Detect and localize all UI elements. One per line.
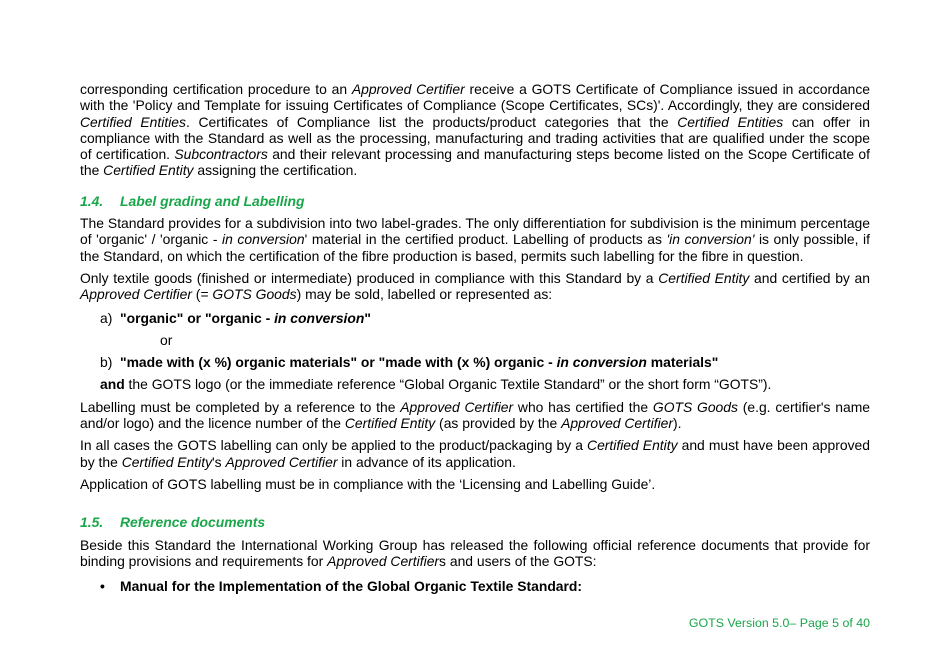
labelling-guide-paragraph — [80, 476, 870, 492]
text-run: Certified Entity — [587, 437, 678, 454]
text-run: Only textile goods (finished or intermediate) produced in compliance with this Standard by a — [80, 269, 659, 286]
text-run: materials" — [646, 354, 719, 371]
text-run: (e.g. certifier's name and/or logo) and the licence number of the — [80, 398, 870, 432]
text-run: in conversion — [274, 309, 365, 326]
text-run: Certified Entity — [658, 269, 750, 286]
text-run: Certified Entities — [80, 113, 186, 130]
text-run: " — [364, 309, 371, 326]
text-run: Application of GOTS labelling must be in compliance with the ‘Licensing and Labelling Guide’. — [80, 475, 656, 492]
text-run: 's — [212, 453, 226, 470]
label-option-b-text — [120, 354, 718, 370]
intro-paragraph — [80, 81, 870, 179]
label-option-b — [80, 354, 870, 370]
text-run: Approved Certifier — [351, 81, 465, 97]
text-run: is only possible, if the Standard, on which the certification of the fibre production is based, permits such labelling for the fibre in question. — [80, 231, 870, 264]
text-run: The Standard provides for a subdivision into two label-grades. The only differentiation for subdivision is the minimum percentage of 'organic' / 'organic - — [80, 215, 870, 248]
reference-document-item — [80, 578, 870, 594]
text-run: In all cases the GOTS labelling can only be applied to the product/packaging by a — [80, 437, 588, 454]
section-number: 1.4. — [80, 192, 104, 209]
text-run: . Certificates of Compliance list the products/product categories that the — [185, 113, 678, 130]
text-run: the GOTS logo (or the immediate reference “Global Organic Textile Standard” or the short form “GOTS”). — [124, 376, 772, 393]
text-run: in conversion — [222, 231, 305, 248]
text-run: and — [100, 376, 125, 393]
text-run: s and users of the GOTS: — [439, 552, 597, 569]
document-page — [80, 81, 870, 594]
text-run: 'in conversion' — [666, 231, 755, 248]
text-run: (= — [191, 286, 213, 303]
text-run: GOTS Goods — [212, 286, 297, 303]
text-run: Beside this Standard the International Working Group has released the following official reference documents that provide for binding provisions and requirements for — [80, 536, 870, 569]
text-run: ' material in the certified product. Labelling of products as — [304, 231, 667, 248]
labelling-reference-paragraph — [80, 399, 870, 432]
text-run: Certified Entities — [677, 113, 784, 130]
text-run: Certified Entity — [121, 453, 213, 470]
text-run: ) may be sold, labelled or represented as: — [296, 286, 553, 303]
section-number: 1.5. — [80, 514, 104, 531]
text-run: Approved Certifier — [225, 453, 338, 470]
reference-document-title: Manual for the Implementation of the Global Organic Textile Standard: — [120, 578, 583, 595]
section-heading-1-4 — [80, 193, 870, 209]
text-run: Approved Certifier — [400, 398, 514, 415]
gots-logo-paragraph — [80, 376, 870, 392]
text-run: can offer in compliance with the Standard as well as the processing, manufacturing and trading activities that are qualified under the scope of certification. — [80, 113, 870, 163]
text-run: (as provided by the — [435, 415, 562, 432]
text-run: in conversion — [556, 354, 647, 371]
section-title: Reference documents — [120, 514, 266, 531]
text-run: receive a GOTS Certificate of Compliance issued in accordance with the 'Policy and Template for issuing Certificates of Compliance (Scope Certificates, SCs)'. Accordingly, they are considered — [80, 81, 870, 114]
text-run: in advance of its application. — [337, 453, 516, 470]
text-run: Certified Entity — [103, 162, 194, 179]
list-marker: b) — [100, 354, 113, 371]
list-marker: a) — [100, 309, 113, 326]
label-option-a — [80, 310, 870, 326]
text-run: Approved Certifier — [561, 415, 674, 432]
text-run: Labelling must be completed by a reference to the — [80, 398, 401, 415]
labelling-approval-paragraph — [80, 437, 870, 470]
page-footer: GOTS Version 5.0– Page 5 of 40 — [688, 616, 870, 630]
bullet-icon: • — [100, 578, 105, 595]
section-heading-1-5 — [80, 514, 870, 530]
text-run: "made with (x %) organic materials" or "made with (x %) organic - — [120, 354, 557, 371]
text-run: Approved Certifier — [80, 286, 192, 303]
or-separator: or — [160, 331, 173, 348]
text-run: ). — [673, 415, 682, 432]
label-grades-paragraph — [80, 215, 870, 264]
section-title: Label grading and Labelling — [120, 192, 305, 209]
text-run: Approved Certifier — [327, 552, 440, 569]
textile-goods-paragraph — [80, 270, 870, 303]
text-run: assigning the certification. — [193, 162, 358, 179]
text-run: who has certified the — [513, 398, 653, 415]
text-run: and must have been approved by the — [80, 437, 870, 470]
label-option-a-text — [120, 310, 371, 326]
text-run: GOTS Goods — [652, 398, 738, 415]
text-run: and certified by an — [749, 269, 871, 286]
text-run: and their relevant processing and manufacturing steps become listed on the Scope Certificate of the — [80, 146, 871, 179]
text-run: "organic" or "organic - — [120, 309, 275, 326]
text-run: Certified Entity — [344, 415, 436, 432]
text-run: Subcontractors — [174, 146, 268, 163]
text-run: corresponding certification procedure to an — [80, 81, 352, 97]
reference-documents-paragraph — [80, 537, 870, 570]
